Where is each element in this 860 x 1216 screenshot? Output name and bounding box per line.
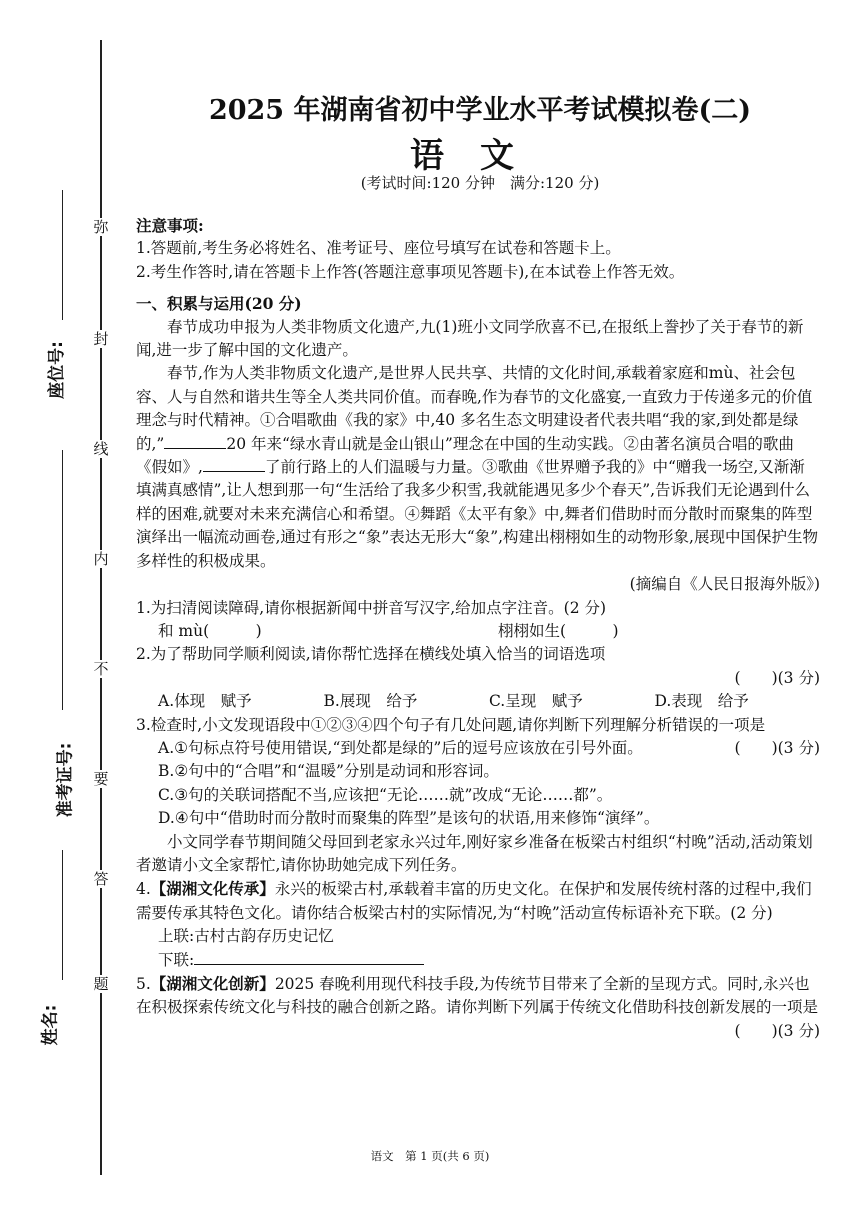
question-1: 1.为扫清阅读障碍,请你根据新闻中拼音写汉字,给加点字注音。(2 分) (136, 598, 607, 617)
seal-char: 不 (93, 660, 109, 678)
question-3: 3.检查时,小文发现语段中①②③④四个句子有几处问题,请你判断下列理解分析错误的一项是 ( )(3 分) (136, 714, 820, 737)
q4-lower-couplet: 下联: (136, 949, 820, 972)
question-1-answers (136, 620, 820, 643)
q2-option-b: B.展现 给予 (323, 692, 418, 711)
seal-char: 要 (93, 770, 109, 788)
notice-item: 2.考生作答时,请在答题卡上作答(答题注意事项见答题卡),在本试卷上作答无效。 (136, 262, 685, 281)
seal-char: 封 (93, 330, 109, 348)
question-4: 4.【湖湘文化传承】永兴的板梁古村,承载着丰富的历史文化。在保护和发展传统村落的过程中,我们需要传承其特色文化。请你结合板梁古村的实际情况,为“村晚”活动宣传标语补充下联。(2 分) (136, 879, 812, 922)
notice-heading: 注意事项: (136, 216, 204, 235)
seal-char: 弥 (93, 218, 109, 236)
seal-char: 题 (93, 975, 109, 993)
q2-mark: ( )(3 分) (734, 668, 820, 687)
q2-option-c: C.呈现 赋予 (489, 692, 583, 711)
q1-item-a: 和 mù( ) (158, 621, 262, 640)
seat-write-line (62, 190, 63, 320)
seal-char: 答 (93, 870, 109, 888)
q2-option-d: D.表现 给予 (654, 692, 749, 711)
binding-line (100, 40, 102, 1175)
exam-title: 2025 年湖南省初中学业水平考试模拟卷(二) (208, 95, 752, 126)
q4-upper-couplet: 上联:古村古韵存历史记忆 (158, 927, 334, 946)
exam-id-label: 准考证号: (55, 742, 76, 818)
news-passage: 春节,作为人类非物质文化遗产,是世界人民共享、共情的文化时间,承载着家庭和mù、社会包容、人与自然和谐共生等全人类共同价值。而春晚,作为春节的文化盛宴,一直致力于传递多元的价值理念与时代精神。①合唱歌曲《我的家》中,40 多名生态文明建设者代表共唱“我的家,到处都是绿的,” 20 年来“绿水青山就是金山银山”理念在中国的生动实践。②由著名演员合唱的歌曲《假如》, 了前行路上的人们温暖与力量。③歌曲《世界赠予我的》中“赠我一场空,又渐渐填满真感情”,让人想到那一句“生活给了我多少积雪,我就能遇见多少个春天”,告诉我们无论遇到什么样的困难,就要对未来充满信心和希望。④舞蹈《太平有象》中,舞者们借助时而分散时而聚集的阵型演绎出一幅流动画卷,通过有形之“象”表达无形大“象”,构建出栩栩如生的动物形象,展现中国保护生物多样性的积极成果。 (136, 364, 818, 570)
q4-answer-blank (194, 950, 424, 965)
q3-mark: ( )(3 分) (734, 738, 820, 757)
exam-id-write-line (62, 450, 63, 710)
seal-char: 线 (93, 440, 109, 458)
q3-option-c: C.③句的关联词搭配不当,应该把“无论……就”改成“无论……都”。 (158, 785, 613, 804)
subject-title: 语文 (410, 136, 550, 176)
exam-info: (考试时间:120 分钟 满分:120 分) (360, 174, 600, 192)
q3-option-d: D.④句中“借助时而分散时而聚集的阵型”是该句的状语,用来修饰“演绎”。 (158, 809, 660, 828)
q5-mark: ( )(3 分) (734, 1021, 820, 1040)
q3-option-a: A.①句标点符号使用错误,“到处都是绿的”后的逗号应该放在引号外面。 (158, 738, 643, 757)
question-5: 5.【湖湘文化创新】2025 春晚利用现代科技手段,为传统节目带来了全新的呈现方式。同时,永兴也在积极探索传统文化与科技的融合创新之路。请你判断下列属于传统文化借助科技创新发展的一项是 ( )(3 分) (136, 972, 820, 1020)
q5-tag: 【湖湘文化创新】 (150, 974, 275, 993)
name-write-line (62, 850, 63, 980)
q2-option-a: A.体现 赋予 (158, 692, 252, 711)
page-footer: 语文 第 1 页(共 6 页) (370, 1149, 490, 1163)
section-intro: 春节成功申报为人类非物质文化遗产,九(1)班小文同学欣喜不已,在报纸上誊抄了关于春节的新闻,进一步了解中国的文化遗产。 (136, 317, 804, 360)
fill-blank-1 (164, 434, 226, 449)
notice-item: 1.答题前,考生务必将姓名、准考证号、座位号填写在试卷和答题卡上。 (136, 239, 621, 258)
task-transition: 小文同学春节期间随父母回到老家永兴过年,刚好家乡准备在板梁古村组织“村晚”活动,活动策划者邀请小文全家帮忙,请你协助她完成下列任务。 (136, 832, 813, 874)
q4-tag: 【湖湘文化传承】 (150, 879, 275, 899)
passage-source: (摘编自《人民日报海外版》) (629, 575, 820, 594)
exam-content (136, 214, 820, 1043)
question-2: 2.为了帮助同学顺利阅读,请你帮忙选择在横线处填入恰当的词语选项 (136, 645, 606, 664)
q1-item-b: 栩栩如生( ) (498, 621, 619, 640)
section-heading: 一、积累与运用(20 分) (136, 294, 302, 314)
fill-blank-2 (203, 457, 265, 472)
q3-option-b: B.②句中的“合唱”和“温暖”分别是动词和形容词。 (158, 762, 499, 781)
seat-label: 座位号: (46, 341, 67, 399)
name-label: 姓名: (40, 1004, 60, 1046)
seal-char: 内 (93, 550, 109, 568)
q2-options (136, 690, 820, 713)
